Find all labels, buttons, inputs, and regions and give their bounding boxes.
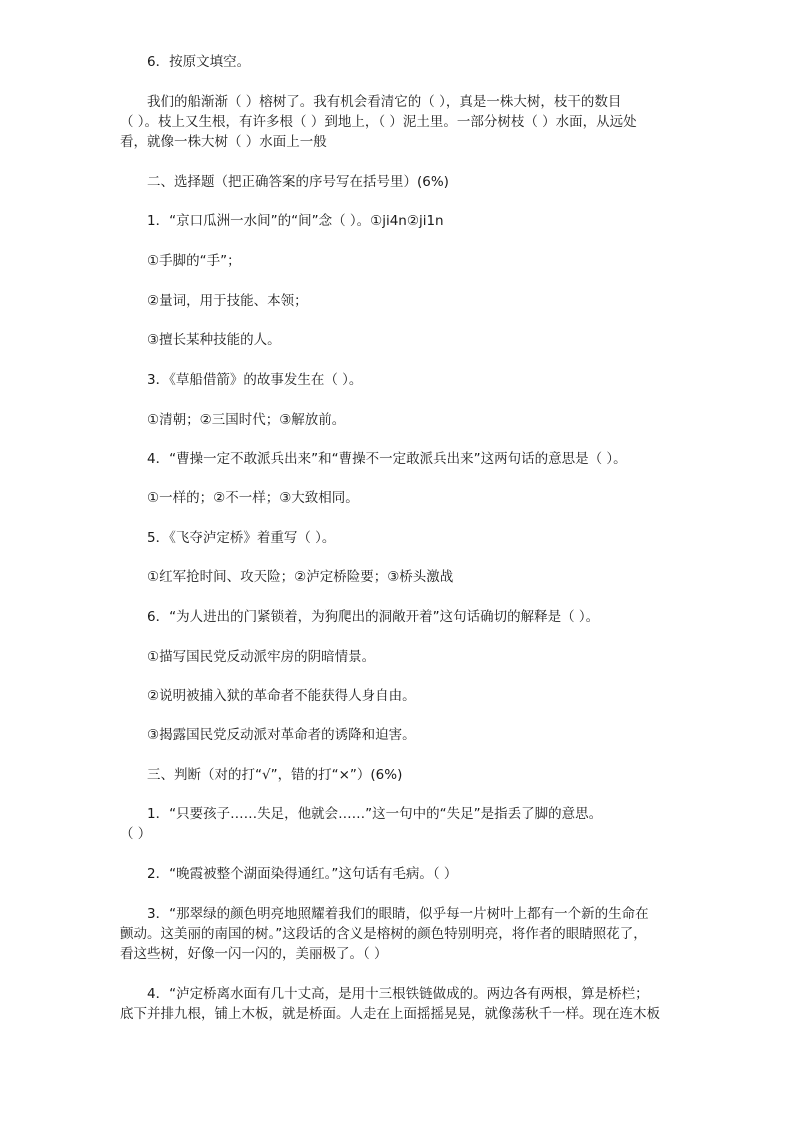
choice-option: ①手脚的“手”； xyxy=(147,253,241,269)
question-line: 底下并排九根，铺上木板，就是桥面。人走在上面摇摇晃晃，就像荡秋千一样。现在连木板 xyxy=(120,1006,660,1022)
passage-line: （ ）。枝上又生根，有许多根（ ）到地上，（ ）泥土里。一部分树枝（ ）水面，从远处 xyxy=(120,114,637,130)
choice-option: ②量词，用于技能、本领； xyxy=(147,293,308,309)
choice-question-5: 5．《飞夺泸定桥》着重写（ ）。 xyxy=(147,530,336,546)
question-line: 1．“只要孩子……失足，他就会……”这一句中的“失足”是指丢了脚的意思。 xyxy=(147,806,603,822)
judgement-question-4 xyxy=(120,984,680,1024)
choice-question-1: 1．“京口瓜洲一水间”的“间”念（ ）。①ji4n②ji1n xyxy=(147,213,444,229)
choice-question-6: 6．“为人进出的门紧锁着，为狗爬出的洞敞开着”这句话确切的解释是（ ）。 xyxy=(147,609,600,625)
question-line: 颤动。这美丽的南国的树。”这段话的含义是榕树的颜色特别明亮，将作者的眼睛照花了， xyxy=(120,926,647,942)
fill-in-passage xyxy=(120,92,680,152)
fill-in-question-title: 6．按原文填空。 xyxy=(147,54,251,70)
choice-options-5: ①红军抢时间、攻天险；②泸定桥险要；③桥头激战 xyxy=(147,569,454,585)
choice-question-3: 3．《草船借箭》的故事发生在（ ）。 xyxy=(147,372,363,388)
section-heading-judgement: 三、判断（对的打“√”，错的打“×”）(6%) xyxy=(147,767,403,783)
question-line: 3．“那翠绿的颜色明亮地照耀着我们的眼睛，似乎每一片树叶上都有一个新的生命在 xyxy=(147,906,649,922)
judgement-question-2: 2．“晚霞被整个湖面染得通红。”这句话有毛病。（ ） xyxy=(147,866,458,882)
passage-line: 看，就像一株大树（ ）水面上一般 xyxy=(120,134,327,150)
choice-question-4: 4．“曹操一定不敢派兵出来”和“曹操不一定敢派兵出来”这两句话的意思是（ ）。 xyxy=(147,451,627,467)
choice-option: ③揭露国民党反动派对革命者的诱降和迫害。 xyxy=(147,727,416,743)
passage-line: 我们的船渐渐（ ）榕树了。我有机会看清它的（ ），真是一株大树，枝干的数目 xyxy=(147,94,622,110)
choice-options-3: ①清朝；②三国时代；③解放前。 xyxy=(147,412,346,428)
question-line: （ ） xyxy=(120,826,152,842)
section-heading-choice: 二、选择题（把正确答案的序号写在括号里）(6%) xyxy=(147,174,449,190)
choice-option: ②说明被捕入狱的革命者不能获得人身自由。 xyxy=(147,688,416,704)
choice-option: ①描写国民党反动派牢房的阴暗情景。 xyxy=(147,649,376,665)
choice-option: ③擅长某种技能的人。 xyxy=(147,332,281,348)
question-line: 看这些树，好像一闪一闪的，美丽极了。（ ） xyxy=(120,946,388,962)
choice-options-4: ①一样的；②不一样；③大致相同。 xyxy=(147,490,359,506)
judgement-question-1 xyxy=(120,804,680,844)
question-line: 4．“泸定桥离水面有几十丈高，是用十三根铁链做成的。两边各有两根，算是桥栏； xyxy=(147,986,649,1002)
judgement-question-3 xyxy=(120,904,680,964)
